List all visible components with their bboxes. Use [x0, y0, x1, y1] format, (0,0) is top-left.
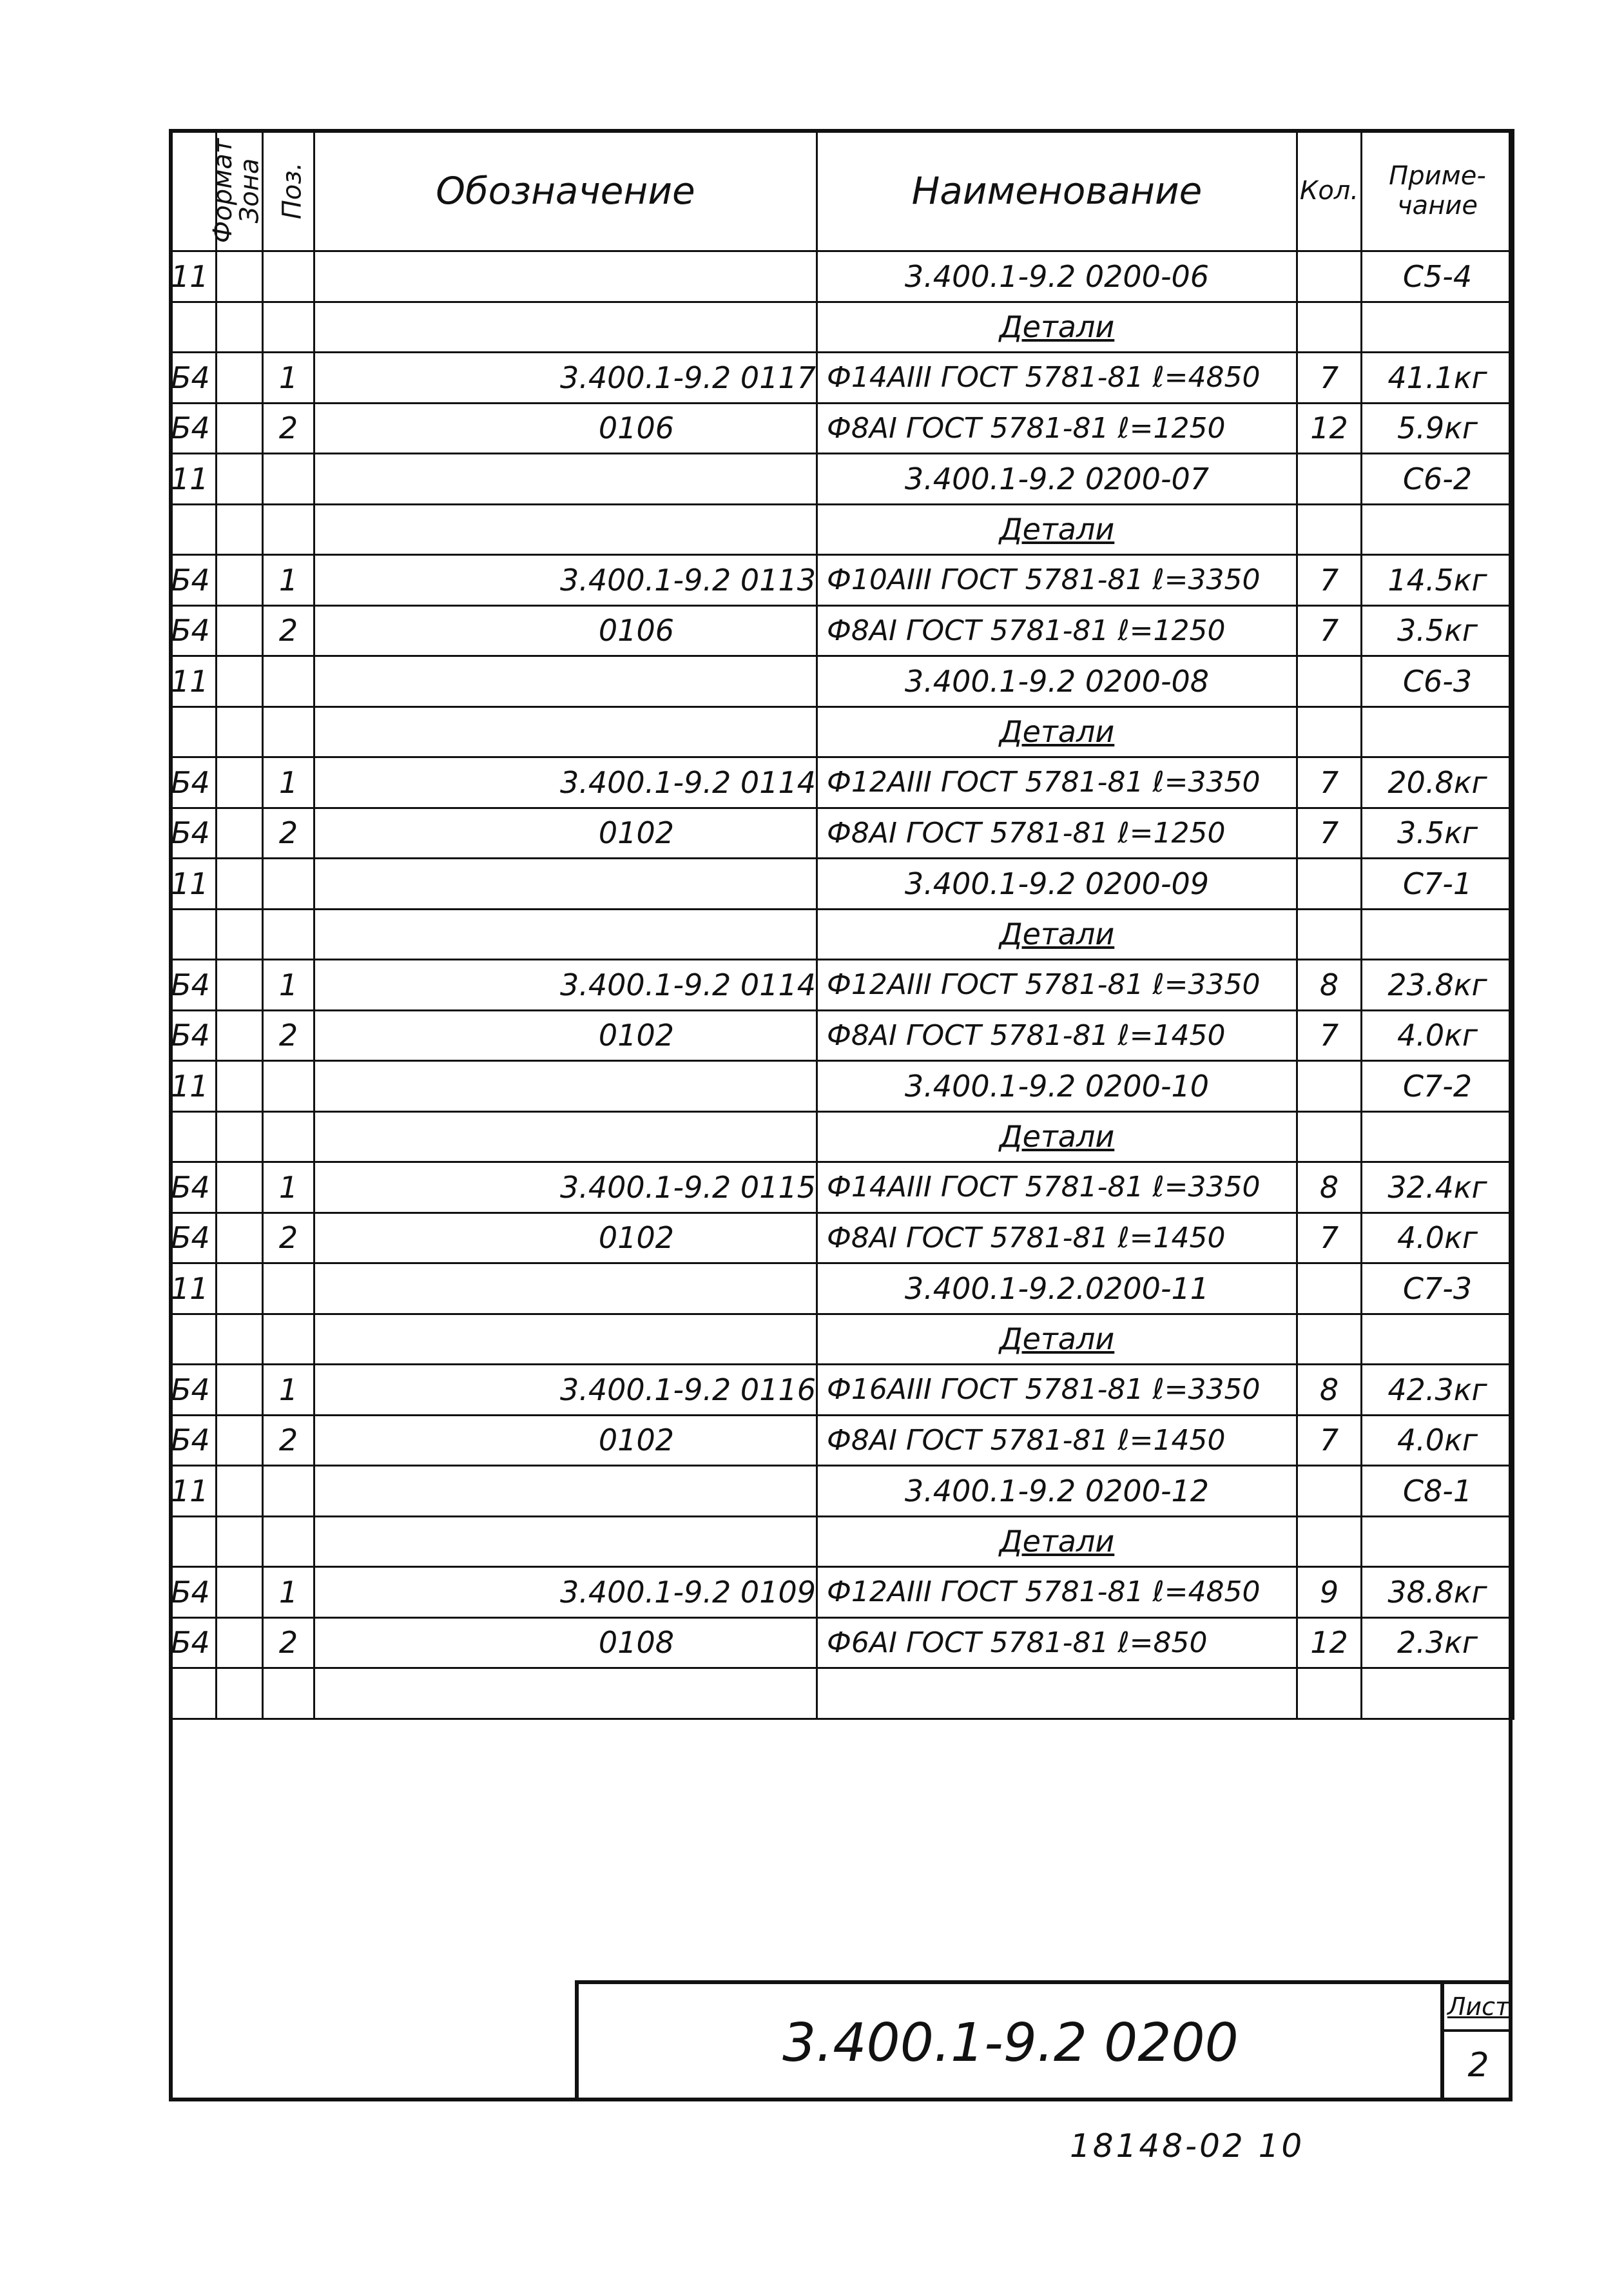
- cell-name: Ф14АIII ГОСТ 5781-81 ℓ=4850: [817, 353, 1297, 404]
- cell-name: Ф12АIII ГОСТ 5781-81 ℓ=3350: [817, 757, 1297, 808]
- cell-designation: 0102: [314, 1010, 817, 1061]
- cell-zone: [217, 1516, 263, 1567]
- cell-quantity: [1297, 1263, 1362, 1314]
- specification-body: [170, 251, 1514, 1719]
- cell-note: 14.5кг: [1362, 555, 1514, 606]
- table-row: [170, 1617, 1514, 1668]
- cell-quantity: 8: [1297, 1162, 1362, 1213]
- table-row: [170, 1415, 1514, 1466]
- cell-position: 2: [263, 1010, 314, 1061]
- cell-note: 32.4кг: [1362, 1162, 1514, 1213]
- cell-note: С7-3: [1362, 1263, 1514, 1314]
- cell-name: Ф6АI ГОСТ 5781-81 ℓ=850: [817, 1617, 1297, 1668]
- cell-format: [170, 1314, 217, 1365]
- cell-position: 1: [263, 353, 314, 404]
- cell-zone: [217, 1061, 263, 1112]
- cell-note: [1362, 1111, 1514, 1162]
- cell-name: 3.400.1-9.2 0200-08: [817, 656, 1297, 707]
- archive-stamp: 18148-02 10: [1070, 2127, 1305, 2165]
- cell-quantity: 12: [1297, 403, 1362, 454]
- cell-designation: [314, 909, 817, 960]
- cell-name: [817, 1668, 1297, 1719]
- cell-name: 3.400.1-9.2 0200-09: [817, 859, 1297, 910]
- cell-designation: [314, 1061, 817, 1112]
- cell-name: Детали: [817, 909, 1297, 960]
- table-row: [170, 251, 1514, 302]
- cell-designation: 0102: [314, 808, 817, 859]
- cell-note: [1362, 1314, 1514, 1365]
- cell-note: 20.8кг: [1362, 757, 1514, 808]
- header-position: [263, 130, 314, 251]
- cell-note: 3.5кг: [1362, 808, 1514, 859]
- cell-note: 38.8кг: [1362, 1567, 1514, 1618]
- cell-name: 3.400.1-9.2 0200-07: [817, 454, 1297, 505]
- sheet-number: 2: [1467, 2046, 1489, 2085]
- cell-zone: [217, 454, 263, 505]
- cell-format: 11: [170, 454, 217, 505]
- cell-quantity: 7: [1297, 1010, 1362, 1061]
- cell-designation: [314, 1111, 817, 1162]
- cell-quantity: 12: [1297, 1617, 1362, 1668]
- cell-quantity: 7: [1297, 1415, 1362, 1466]
- cell-note: С7-1: [1362, 859, 1514, 910]
- cell-designation: [314, 302, 817, 353]
- table-row: [170, 960, 1514, 1011]
- cell-designation: 3.400.1-9.2 0113: [314, 555, 817, 606]
- table-header-row: [170, 130, 1514, 251]
- cell-quantity: [1297, 302, 1362, 353]
- cell-note: 41.1кг: [1362, 353, 1514, 404]
- header-zone-label: Зона: [235, 158, 265, 223]
- title-block: [575, 1980, 1513, 2101]
- cell-zone: [217, 808, 263, 859]
- cell-zone: [217, 1213, 263, 1263]
- cell-zone: [217, 706, 263, 757]
- cell-format: 11: [170, 859, 217, 910]
- cell-position: 1: [263, 1365, 314, 1416]
- cell-designation: 3.400.1-9.2 0115: [314, 1162, 817, 1213]
- cell-name: Ф8АI ГОСТ 5781-81 ℓ=1450: [817, 1010, 1297, 1061]
- table-row: [170, 1162, 1514, 1213]
- cell-zone: [217, 1111, 263, 1162]
- cell-name: Ф8АI ГОСТ 5781-81 ℓ=1450: [817, 1213, 1297, 1263]
- cell-format: Б4: [170, 403, 217, 454]
- cell-note: 4.0кг: [1362, 1415, 1514, 1466]
- specification-table: [169, 129, 1514, 1720]
- table-row: [170, 1567, 1514, 1618]
- table-row: [170, 909, 1514, 960]
- cell-designation: 3.400.1-9.2 0109: [314, 1567, 817, 1618]
- cell-note: С8-1: [1362, 1466, 1514, 1517]
- cell-position: [263, 504, 314, 555]
- cell-position: 2: [263, 1415, 314, 1466]
- table-row: [170, 656, 1514, 707]
- cell-position: [263, 1314, 314, 1365]
- cell-position: 2: [263, 808, 314, 859]
- cell-format: Б4: [170, 353, 217, 404]
- cell-note: [1362, 706, 1514, 757]
- cell-zone: [217, 1466, 263, 1517]
- table-row: [170, 757, 1514, 808]
- cell-zone: [217, 504, 263, 555]
- cell-designation: 3.400.1-9.2 0117: [314, 353, 817, 404]
- cell-note: 5.9кг: [1362, 403, 1514, 454]
- cell-zone: [217, 1567, 263, 1618]
- table-row: [170, 808, 1514, 859]
- header-format-label: Формат: [208, 138, 238, 243]
- cell-designation: 3.400.1-9.2 0114: [314, 960, 817, 1011]
- cell-quantity: 7: [1297, 605, 1362, 656]
- cell-quantity: 7: [1297, 353, 1362, 404]
- cell-position: 1: [263, 1567, 314, 1618]
- cell-position: [263, 251, 314, 302]
- cell-position: 2: [263, 1617, 314, 1668]
- cell-note: 42.3кг: [1362, 1365, 1514, 1416]
- cell-quantity: 7: [1297, 808, 1362, 859]
- cell-format: Б4: [170, 1162, 217, 1213]
- cell-zone: [217, 960, 263, 1011]
- cell-designation: [314, 656, 817, 707]
- table-row: [170, 1314, 1514, 1365]
- cell-quantity: [1297, 1466, 1362, 1517]
- cell-quantity: [1297, 251, 1362, 302]
- cell-designation: 0106: [314, 605, 817, 656]
- cell-zone: [217, 302, 263, 353]
- cell-format: Б4: [170, 1415, 217, 1466]
- cell-note: С5-4: [1362, 251, 1514, 302]
- cell-name: Ф12АIII ГОСТ 5781-81 ℓ=4850: [817, 1567, 1297, 1618]
- cell-zone: [217, 1415, 263, 1466]
- cell-name: Детали: [817, 1516, 1297, 1567]
- cell-format: [170, 1516, 217, 1567]
- table-row: [170, 1213, 1514, 1263]
- cell-position: [263, 1111, 314, 1162]
- cell-position: 2: [263, 605, 314, 656]
- cell-designation: [314, 1263, 817, 1314]
- cell-zone: [217, 1668, 263, 1719]
- table-row: [170, 1111, 1514, 1162]
- cell-note: [1362, 302, 1514, 353]
- table-row: [170, 302, 1514, 353]
- cell-quantity: [1297, 706, 1362, 757]
- cell-designation: 0102: [314, 1415, 817, 1466]
- cell-zone: [217, 251, 263, 302]
- cell-format: Б4: [170, 1010, 217, 1061]
- cell-position: [263, 1668, 314, 1719]
- cell-zone: [217, 859, 263, 910]
- cell-format: 11: [170, 251, 217, 302]
- table-row: [170, 403, 1514, 454]
- cell-format: Б4: [170, 555, 217, 606]
- cell-note: 4.0кг: [1362, 1010, 1514, 1061]
- table-row: [170, 1061, 1514, 1112]
- cell-position: 1: [263, 1162, 314, 1213]
- cell-position: 1: [263, 757, 314, 808]
- cell-quantity: 7: [1297, 1213, 1362, 1263]
- cell-designation: [314, 706, 817, 757]
- cell-quantity: [1297, 454, 1362, 505]
- cell-position: [263, 909, 314, 960]
- header-quantity: Кол.: [1297, 130, 1362, 251]
- cell-format: Б4: [170, 1365, 217, 1416]
- cell-zone: [217, 757, 263, 808]
- cell-zone: [217, 1617, 263, 1668]
- cell-format: [170, 302, 217, 353]
- cell-name: 3.400.1-9.2 0200-10: [817, 1061, 1297, 1112]
- cell-format: Б4: [170, 605, 217, 656]
- table-row: [170, 504, 1514, 555]
- cell-designation: 3.400.1-9.2 0116: [314, 1365, 817, 1416]
- cell-note: С6-2: [1362, 454, 1514, 505]
- cell-position: [263, 1466, 314, 1517]
- cell-zone: [217, 1263, 263, 1314]
- cell-position: [263, 656, 314, 707]
- cell-position: 2: [263, 403, 314, 454]
- cell-name: Ф14АIII ГОСТ 5781-81 ℓ=3350: [817, 1162, 1297, 1213]
- cell-zone: [217, 1162, 263, 1213]
- cell-name: Ф8АI ГОСТ 5781-81 ℓ=1450: [817, 1415, 1297, 1466]
- cell-format: Б4: [170, 1213, 217, 1263]
- cell-name: Детали: [817, 302, 1297, 353]
- cell-name: Ф8АI ГОСТ 5781-81 ℓ=1250: [817, 605, 1297, 656]
- cell-name: Детали: [817, 706, 1297, 757]
- header-format: [170, 130, 238, 251]
- cell-zone: [217, 555, 263, 606]
- cell-format: Б4: [170, 808, 217, 859]
- cell-position: [263, 302, 314, 353]
- cell-zone: [217, 1314, 263, 1365]
- cell-position: [263, 1061, 314, 1112]
- cell-format: Б4: [170, 960, 217, 1011]
- cell-format: 11: [170, 656, 217, 707]
- cell-format: [170, 1111, 217, 1162]
- table-row: [170, 1516, 1514, 1567]
- table-row: [170, 454, 1514, 505]
- table-row: [170, 555, 1514, 606]
- cell-quantity: 8: [1297, 1365, 1362, 1416]
- cell-note: 2.3кг: [1362, 1617, 1514, 1668]
- cell-note: 4.0кг: [1362, 1213, 1514, 1263]
- cell-format: [170, 706, 217, 757]
- cell-name: Детали: [817, 1314, 1297, 1365]
- table-row: [170, 706, 1514, 757]
- cell-designation: [314, 454, 817, 505]
- cell-designation: 3.400.1-9.2 0114: [314, 757, 817, 808]
- cell-name: Детали: [817, 504, 1297, 555]
- cell-format: [170, 909, 217, 960]
- cell-designation: [314, 504, 817, 555]
- cell-designation: [314, 1516, 817, 1567]
- table-row: [170, 1365, 1514, 1416]
- cell-format: 11: [170, 1263, 217, 1314]
- cell-quantity: 9: [1297, 1567, 1362, 1618]
- cell-format: [170, 1668, 217, 1719]
- sheet-number-box: [1440, 1984, 1513, 2101]
- cell-name: 3.400.1-9.2 0200-06: [817, 251, 1297, 302]
- cell-note: 23.8кг: [1362, 960, 1514, 1011]
- cell-zone: [217, 403, 263, 454]
- cell-position: [263, 706, 314, 757]
- header-position-label: Поз.: [277, 162, 307, 219]
- cell-quantity: [1297, 1516, 1362, 1567]
- cell-format: Б4: [170, 1617, 217, 1668]
- header-designation: Обозначение: [314, 130, 817, 251]
- cell-quantity: 7: [1297, 555, 1362, 606]
- cell-zone: [217, 605, 263, 656]
- table-row: [170, 859, 1514, 910]
- cell-name: Ф8АI ГОСТ 5781-81 ℓ=1250: [817, 808, 1297, 859]
- cell-position: 2: [263, 1213, 314, 1263]
- cell-name: 3.400.1-9.2 0200-12: [817, 1466, 1297, 1517]
- cell-quantity: [1297, 909, 1362, 960]
- cell-format: 11: [170, 1061, 217, 1112]
- cell-zone: [217, 909, 263, 960]
- cell-name: Детали: [817, 1111, 1297, 1162]
- cell-position: [263, 454, 314, 505]
- cell-quantity: [1297, 1061, 1362, 1112]
- cell-position: [263, 1516, 314, 1567]
- cell-designation: [314, 1314, 817, 1365]
- cell-designation: 0102: [314, 1213, 817, 1263]
- cell-name: 3.400.1-9.2.0200-11: [817, 1263, 1297, 1314]
- cell-zone: [217, 656, 263, 707]
- cell-position: 1: [263, 960, 314, 1011]
- cell-note: [1362, 909, 1514, 960]
- cell-designation: [314, 251, 817, 302]
- sheet-label: Лист: [1444, 1984, 1513, 2032]
- cell-name: Ф16АIII ГОСТ 5781-81 ℓ=3350: [817, 1365, 1297, 1416]
- header-note: Приме- чание: [1362, 130, 1514, 251]
- cell-note: С7-2: [1362, 1061, 1514, 1112]
- cell-name: Ф10АIII ГОСТ 5781-81 ℓ=3350: [817, 555, 1297, 606]
- cell-note: [1362, 504, 1514, 555]
- cell-quantity: 7: [1297, 757, 1362, 808]
- cell-name: Ф12АIII ГОСТ 5781-81 ℓ=3350: [817, 960, 1297, 1011]
- cell-designation: 0106: [314, 403, 817, 454]
- cell-quantity: [1297, 1668, 1362, 1719]
- table-row: [170, 1263, 1514, 1314]
- cell-quantity: [1297, 1111, 1362, 1162]
- cell-quantity: [1297, 504, 1362, 555]
- header-name: Наименование: [817, 130, 1297, 251]
- cell-note: 3.5кг: [1362, 605, 1514, 656]
- cell-format: [170, 504, 217, 555]
- cell-position: [263, 859, 314, 910]
- cell-designation: 0108: [314, 1617, 817, 1668]
- table-row: [170, 1466, 1514, 1517]
- cell-designation: [314, 1668, 817, 1719]
- cell-designation: [314, 859, 817, 910]
- cell-format: 11: [170, 1466, 217, 1517]
- table-row: [170, 1010, 1514, 1061]
- cell-format: Б4: [170, 757, 217, 808]
- table-row: [170, 605, 1514, 656]
- cell-quantity: [1297, 1314, 1362, 1365]
- table-row: [170, 1668, 1514, 1719]
- cell-zone: [217, 353, 263, 404]
- cell-note: С6-3: [1362, 656, 1514, 707]
- cell-quantity: [1297, 656, 1362, 707]
- table-row: [170, 353, 1514, 404]
- cell-position: 1: [263, 555, 314, 606]
- cell-note: [1362, 1668, 1514, 1719]
- cell-quantity: [1297, 859, 1362, 910]
- cell-note: [1362, 1516, 1514, 1567]
- cell-zone: [217, 1010, 263, 1061]
- cell-designation: [314, 1466, 817, 1517]
- cell-position: [263, 1263, 314, 1314]
- cell-quantity: 8: [1297, 960, 1362, 1011]
- cell-zone: [217, 1365, 263, 1416]
- cell-name: Ф8АI ГОСТ 5781-81 ℓ=1250: [817, 403, 1297, 454]
- cell-format: Б4: [170, 1567, 217, 1618]
- document-code: 3.400.1-9.2 0200: [782, 2012, 1239, 2074]
